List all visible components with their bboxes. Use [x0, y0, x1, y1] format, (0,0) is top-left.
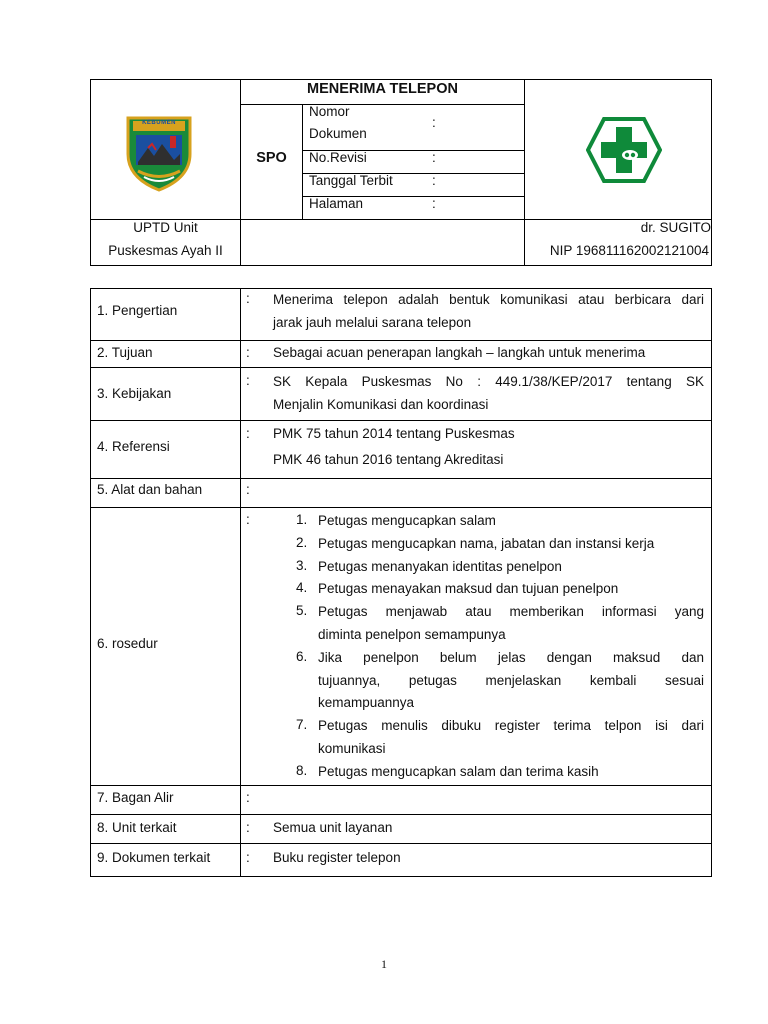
step-number: 5. [296, 603, 308, 619]
page-number: 1 [381, 957, 387, 971]
step-number: 4. [296, 580, 308, 596]
row-label-prosedur: 6. rosedur [97, 636, 158, 651]
pengertian-text-line2: jarak jauh melalui sarana telepon [273, 315, 472, 330]
field-tanggal-colon: : [432, 173, 436, 188]
row-colon-prosedur: : [246, 512, 250, 527]
kebijakan-text-line1: SK Kepala Puskesmas No : 449.1/38/KEP/2017 tentang SK [273, 374, 704, 389]
row-colon-referensi: : [246, 426, 250, 441]
step-text-line: diminta penelpon semampunya [318, 627, 506, 642]
referensi-text-line1: PMK 75 tahun 2014 tentang Puskesmas [273, 426, 515, 441]
row-label-alat: 5. Alat dan bahan [97, 482, 203, 497]
field-nomor-label-2: Dokumen [309, 126, 367, 141]
unit-terkait-text: Semua unit layanan [273, 820, 393, 835]
row-label-tujuan: 2. Tujuan [97, 345, 153, 360]
row-label-bagan: 7. Bagan Alir [97, 790, 174, 805]
referensi-text-line2: PMK 46 tahun 2016 tentang Akreditasi [273, 452, 504, 467]
step-number: 2. [296, 534, 308, 550]
dokumen-terkait-text: Buku register telepon [273, 850, 401, 865]
row-colon-kebijakan: : [246, 373, 250, 388]
step-number: 3. [296, 557, 308, 573]
step-text-line: Petugas menulis dibuku register terima telpon isi dari [318, 718, 704, 734]
step-text-line: komunikasi [318, 741, 386, 756]
step-text-line: Jika penelpon belum jelas dengan maksud dan [318, 649, 704, 665]
field-tanggal-label: Tanggal Terbit [309, 173, 393, 188]
step-number: 6. [296, 648, 308, 664]
document-title: MENERIMA TELEPON [307, 81, 458, 97]
row-label-kebijakan: 3. Kebijakan [97, 386, 172, 401]
step-text-line: Petugas mengucapkan nama, jabatan dan instansi kerja [318, 535, 655, 551]
crest-banner-text: KEBUMEN [142, 120, 176, 126]
row-label-unit-terkait: 8. Unit terkait [97, 820, 177, 835]
puskesmas-cross-logo [586, 117, 662, 183]
row-colon-dokumen-terkait: : [246, 850, 250, 865]
row-colon-pengertian: : [246, 291, 250, 306]
field-nomor-label-1: Nomor [309, 104, 350, 119]
row-colon-tujuan: : [246, 345, 250, 360]
signer-nip: NIP 196811162002121004 [549, 243, 709, 258]
step-text-line: Petugas menayakan maksud dan tujuan penelpon [318, 581, 619, 597]
signer-name: dr. SUGITO [640, 220, 711, 235]
field-halaman-colon: : [432, 196, 436, 211]
row-label-referensi: 4. Referensi [97, 439, 170, 454]
kebijakan-text-line2: Menjalin Komunikasi dan koordinasi [273, 397, 489, 412]
step-text-line: Petugas menjawab atau memberikan informasi yang [318, 604, 704, 620]
field-halaman-label: Halaman [309, 196, 364, 211]
step-text-line: Petugas mengucapkan salam dan terima kasih [318, 763, 599, 779]
row-colon-unit-terkait: : [246, 820, 250, 835]
step-number: 8. [296, 762, 308, 778]
step-number: 1. [296, 512, 308, 527]
field-nomor-colon: : [432, 115, 436, 130]
step-text-line: Petugas mengucapkan salam [318, 513, 496, 528]
unit-name-line2: Puskesmas Ayah II [108, 243, 223, 258]
row-colon-bagan: : [246, 790, 250, 805]
row-label-pengertian: 1. Pengertian [97, 303, 178, 318]
tujuan-text: Sebagai acuan penerapan langkah – langkah untuk menerima [273, 345, 646, 360]
unit-name-line1: UPTD Unit [133, 220, 198, 235]
step-text-line: tujuannya, petugas menjelaskan kembali sesuai [318, 672, 704, 688]
row-label-dokumen-terkait: 9. Dokumen terkait [97, 850, 211, 865]
field-revisi-label: No.Revisi [309, 150, 367, 165]
spo-label: SPO [256, 150, 287, 166]
row-colon-alat: : [246, 482, 250, 497]
step-number: 7. [296, 717, 308, 733]
field-revisi-colon: : [432, 150, 436, 165]
pengertian-text-line1: Menerima telepon adalah bentuk komunikasi atau berbicara dari [273, 292, 704, 307]
step-text-line: kemampuannya [318, 695, 415, 711]
regency-crest-logo [124, 114, 194, 192]
step-text-line: Petugas menanyakan identitas penelpon [318, 558, 562, 574]
